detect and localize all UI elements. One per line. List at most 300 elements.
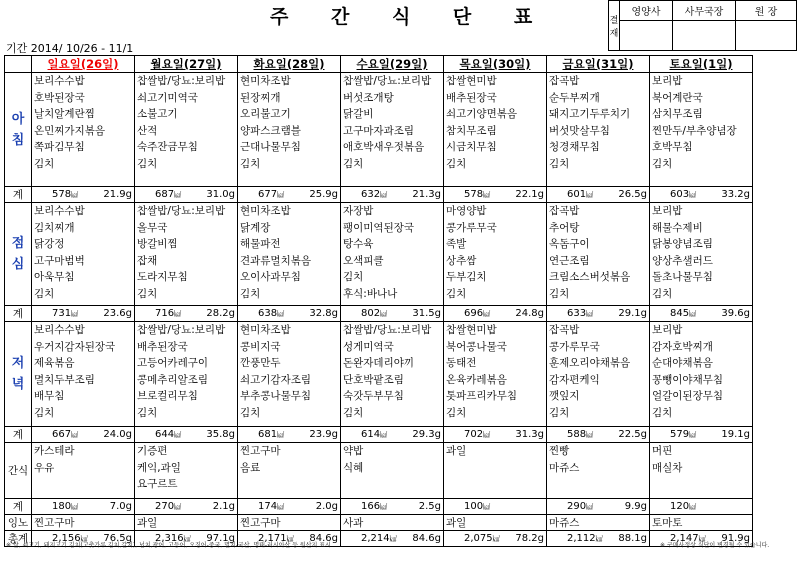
dinner-cell xyxy=(547,322,650,427)
menu-item: 후식:바나나 xyxy=(343,287,398,300)
kcal-number: 2,156 xyxy=(52,533,81,544)
lunch-cell xyxy=(650,203,753,306)
kcal-unit: ㎉ xyxy=(586,431,594,439)
menu-item: 김치 xyxy=(446,406,467,419)
protein-value: 23.9g xyxy=(309,429,338,440)
day-header xyxy=(135,56,238,73)
weekly-menu-table xyxy=(4,55,753,547)
total-cell xyxy=(238,499,341,515)
protein-value: 2.1g xyxy=(212,501,235,512)
kcal-number: 702 xyxy=(464,429,484,440)
protein-value: 32.8g xyxy=(309,308,338,319)
menu-item: 고구마범벅 xyxy=(34,254,85,267)
total-cell xyxy=(341,427,444,443)
lunch-cell xyxy=(341,203,444,306)
menu-item: 된장찌개 xyxy=(240,91,281,104)
total-cell xyxy=(135,499,238,515)
kcal-unit: ㎉ xyxy=(71,431,79,439)
lunch-label-char: 심 xyxy=(11,257,25,272)
menu-item: 오이사과무침 xyxy=(240,271,301,283)
dinner-cell xyxy=(238,322,341,427)
menu-item: 현미차조밥 xyxy=(240,75,291,87)
menu-item: 꽁뺑이야채무침 xyxy=(652,373,724,386)
protein-value: 21.3g xyxy=(412,189,441,200)
dinner-label-char: 녁 xyxy=(11,377,25,392)
breakfast-label-char: 침 xyxy=(11,132,25,148)
kcal-number: 601 xyxy=(567,189,587,200)
kcal-unit: ㎉ xyxy=(586,191,594,199)
kcal-value xyxy=(446,189,490,200)
kcal-number: 731 xyxy=(52,308,72,319)
kcal-number: 614 xyxy=(361,429,381,440)
kcal-value xyxy=(343,501,387,512)
kcal-number: 290 xyxy=(567,501,587,512)
menu-item: 온육카레볶음 xyxy=(446,373,507,386)
breakfast-cell xyxy=(341,73,444,187)
protein-value: 31.5g xyxy=(412,308,441,319)
protein-value: 23.6g xyxy=(103,308,132,319)
menu-item: 근대나물무침 xyxy=(240,141,301,153)
kcal-number: 100 xyxy=(464,501,484,512)
period-range: 기간 2014/ 10/26 - 11/1 xyxy=(6,42,134,55)
menu-item: 삼치무조림 xyxy=(652,108,703,120)
day-label: 화요일(28일) xyxy=(253,57,325,71)
kcal-number: 644 xyxy=(155,429,175,440)
lunch-row xyxy=(5,203,753,306)
snack-item: 찐빵 xyxy=(549,445,570,457)
kcal-unit: ㎉ xyxy=(277,191,285,199)
menu-item: 잡곡밥 xyxy=(549,205,580,217)
menu-item: 김치 xyxy=(137,406,158,419)
snack-item: 매실차 xyxy=(652,461,683,474)
protein-value: 28.2g xyxy=(206,308,235,319)
snack-item xyxy=(446,460,544,477)
kcal-number: 696 xyxy=(464,308,484,319)
day-header xyxy=(341,56,444,73)
snack_total-label: 계 xyxy=(5,499,32,515)
snack-item: 케익,과일 xyxy=(137,461,181,474)
protein-value: 21.9g xyxy=(103,189,132,200)
snack-label: 간식 xyxy=(5,443,32,499)
breakfast_total-label: 계 xyxy=(5,187,32,203)
kcal-unit: ㎉ xyxy=(483,503,491,511)
dinner-cell xyxy=(444,322,547,427)
kcal-unit: ㎉ xyxy=(71,503,79,511)
total-cell xyxy=(547,306,650,322)
kcal-number: 2,171 xyxy=(258,533,287,544)
menu-item: 아욱무침 xyxy=(34,271,75,283)
approval-sign-1 xyxy=(620,21,673,51)
snack-item: 식혜 xyxy=(343,461,364,474)
kcal-number: 166 xyxy=(361,501,381,512)
menu-item: 고등어카레구이 xyxy=(137,357,209,369)
lunch_total-row xyxy=(5,306,753,322)
menu-item: 김치 xyxy=(652,406,673,419)
menu-item: 김치 xyxy=(343,157,364,170)
day-label: 일요일(26일) xyxy=(47,57,119,71)
menu-item: 옥돔구이 xyxy=(549,238,590,250)
total-cell xyxy=(547,499,650,515)
menu-item: 감자호박찌개 xyxy=(652,340,713,353)
total-cell xyxy=(238,427,341,443)
kcal-value xyxy=(240,308,284,319)
menu-item: 김치 xyxy=(652,287,673,300)
total-cell xyxy=(238,306,341,322)
kcal-value xyxy=(343,533,397,544)
dinner-label xyxy=(5,322,32,427)
total-cell xyxy=(32,187,135,203)
kcal-value xyxy=(343,308,387,319)
menu-item: 견과류멸치볶음 xyxy=(240,254,312,267)
breakfast-row xyxy=(5,73,753,187)
extra-item: 토마토 xyxy=(650,515,753,531)
total-cell xyxy=(341,531,444,547)
menu-item: 멸치두부조림 xyxy=(34,373,95,386)
total-cell xyxy=(650,499,753,515)
snack-item xyxy=(446,476,544,493)
menu-item: 양상추샐러드 xyxy=(652,254,713,267)
menu-item: 보리수수밥 xyxy=(34,75,85,87)
kcal-unit: ㎉ xyxy=(380,431,388,439)
protein-value: 7.0g xyxy=(109,501,132,512)
menu-item: 콩메추리알조림 xyxy=(137,373,209,386)
menu-item: 찹쌀밥/당뇨:보리밥 xyxy=(137,205,226,217)
kcal-unit: ㎉ xyxy=(286,535,294,543)
protein-value: 88.1g xyxy=(618,533,647,544)
menu-item: 닭강정 xyxy=(34,238,65,250)
kcal-value xyxy=(549,189,593,200)
kcal-value xyxy=(446,308,490,319)
breakfast-cell xyxy=(444,73,547,187)
menu-item: 산적 xyxy=(137,124,158,137)
menu-item: 찐만두/부추양념장 xyxy=(652,124,737,137)
menu-item: 감자편케익 xyxy=(549,373,600,386)
menu-item: 톳파프리카무침 xyxy=(446,390,518,402)
menu-item: 김치 xyxy=(343,271,364,283)
menu-item: 해물파전 xyxy=(240,238,281,250)
total-cell xyxy=(547,187,650,203)
menu-item: 깐풍만두 xyxy=(240,357,281,369)
menu-item: 보리수수밥 xyxy=(34,205,85,217)
menu-item: 닭계장 xyxy=(240,221,271,234)
kcal-number: 687 xyxy=(155,189,175,200)
menu-item: 족발 xyxy=(446,238,467,250)
menu-item: 찹쌀밥/당뇨:보리밥 xyxy=(343,324,432,336)
snack-cell xyxy=(238,443,341,499)
menu-item: 김치 xyxy=(240,287,261,300)
kcal-value xyxy=(34,189,78,200)
menu-item: 버섯맛살무침 xyxy=(549,124,610,137)
total-cell xyxy=(444,531,547,547)
menu-item: 닭봉양념조림 xyxy=(652,238,713,250)
kcal-number: 174 xyxy=(258,501,278,512)
snack-cell xyxy=(135,443,238,499)
kcal-unit: ㎉ xyxy=(277,431,285,439)
menu-item: 찹쌀현미밥 xyxy=(446,324,497,336)
protein-value: 29.3g xyxy=(412,429,441,440)
total-cell xyxy=(32,306,135,322)
protein-value: 2.0g xyxy=(315,501,338,512)
kcal-value xyxy=(137,308,181,319)
kcal-value xyxy=(549,501,593,512)
kcal-number: 2,112 xyxy=(567,533,596,544)
menu-item: 애호박새우젓볶음 xyxy=(343,141,425,153)
day-header xyxy=(32,56,135,73)
total-cell xyxy=(341,306,444,322)
menu-item: 탕수육 xyxy=(343,238,374,250)
menu-item: 소불고기 xyxy=(137,108,178,120)
menu-item: 온민찌가지볶음 xyxy=(34,124,106,137)
day-label: 월요일(27일) xyxy=(150,57,222,71)
kcal-value xyxy=(137,501,181,512)
menu-item: 김치 xyxy=(446,157,467,170)
total-cell xyxy=(135,306,238,322)
kcal-unit: ㎉ xyxy=(689,503,697,511)
snack-row xyxy=(5,443,753,499)
kcal-number: 578 xyxy=(52,189,72,200)
menu-item: 양파스크램블 xyxy=(240,124,301,137)
breakfast-cell xyxy=(32,73,135,187)
kcal-unit: ㎉ xyxy=(492,535,500,543)
menu-item: 잡곡밥 xyxy=(549,75,580,87)
menu-item: 콩가루무국 xyxy=(549,340,600,353)
kcal-number: 681 xyxy=(258,429,278,440)
total-cell xyxy=(135,427,238,443)
menu-item: 보리수수밥 xyxy=(34,324,85,336)
kcal-number: 633 xyxy=(567,308,587,319)
origin-footnote: ※ 쌀, 쇠고기, 돼지고기 김치(고춧가루 김치,갈치), 넙치,광어, 고등어, 오징어-중국, 멸치-국산, 명태-러시아산 등 원산지 표시 xyxy=(6,542,331,549)
total-cell xyxy=(238,187,341,203)
menu-item: 오리불고기 xyxy=(240,108,291,120)
breakfast-cell xyxy=(238,73,341,187)
protein-value: 97.1g xyxy=(206,533,235,544)
snack-item xyxy=(343,476,441,493)
menu-item: 잡곡밥 xyxy=(549,324,580,336)
kcal-number: 667 xyxy=(52,429,72,440)
lunch-label-char: 점 xyxy=(11,236,25,251)
menu-item: 고구마자과조림 xyxy=(343,124,415,137)
menu-item: 김치 xyxy=(652,157,673,170)
menu-item: 김치 xyxy=(34,406,55,419)
menu-item: 김치 xyxy=(137,287,158,300)
kcal-value xyxy=(652,501,696,512)
protein-value: 2.5g xyxy=(418,501,441,512)
kcal-value xyxy=(137,429,181,440)
menu-item: 훈제오리야채볶음 xyxy=(549,357,631,369)
menu-item: 북어콩나물국 xyxy=(446,340,507,353)
kcal-unit: ㎉ xyxy=(689,310,697,318)
kcal-unit: ㎉ xyxy=(380,191,388,199)
snack-item: 머핀 xyxy=(652,445,673,457)
snack_total-row xyxy=(5,499,753,515)
kcal-value xyxy=(240,501,284,512)
kcal-unit: ㎉ xyxy=(277,310,285,318)
protein-value: 24.8g xyxy=(515,308,544,319)
kcal-number: 2,147 xyxy=(670,533,699,544)
approval-box xyxy=(608,0,797,51)
dinner_total-row xyxy=(5,427,753,443)
kcal-unit: ㎉ xyxy=(389,535,397,543)
approval-sign-2 xyxy=(673,21,736,51)
kcal-number: 2,214 xyxy=(361,533,390,544)
protein-value: 76.5g xyxy=(103,533,132,544)
snack-item: 요구르트 xyxy=(137,478,178,490)
menu-item: 청경채무침 xyxy=(549,141,600,153)
menu-item: 닭갈비 xyxy=(343,108,374,120)
total-cell xyxy=(650,187,753,203)
kcal-number: 578 xyxy=(464,189,484,200)
menu-item: 배무침 xyxy=(34,390,65,402)
menu-item: 제육볶음 xyxy=(34,357,75,369)
menu-item: 김치 xyxy=(343,406,364,419)
kcal-value xyxy=(343,429,387,440)
lunch-cell xyxy=(135,203,238,306)
kcal-number: 180 xyxy=(52,501,72,512)
menu-item: 찹쌀밥/당뇨:보리밥 xyxy=(137,324,226,336)
protein-value: 91.9g xyxy=(721,533,750,544)
menu-item: 잡채 xyxy=(137,254,158,267)
menu-item: 자장밥 xyxy=(343,205,374,217)
total-cell xyxy=(650,427,753,443)
kcal-value xyxy=(446,501,490,512)
snack-item: 카스테라 xyxy=(34,445,75,457)
menu-item: 두부김치 xyxy=(446,271,487,283)
lunch-cell xyxy=(547,203,650,306)
kcal-unit: ㎉ xyxy=(174,431,182,439)
menu-item: 김치 xyxy=(137,157,158,170)
kcal-value xyxy=(549,308,593,319)
menu-item: 보리밥 xyxy=(652,75,683,87)
day-label: 토요일(1일) xyxy=(669,57,733,71)
total-cell xyxy=(444,306,547,322)
total-cell xyxy=(135,187,238,203)
snack-cell xyxy=(650,443,753,499)
day-label: 수요일(29일) xyxy=(356,57,428,71)
total-cell xyxy=(341,499,444,515)
kcal-value xyxy=(137,189,181,200)
menu-item: 오색피클 xyxy=(343,254,384,267)
snack-item xyxy=(652,476,750,493)
breakfast-cell xyxy=(650,73,753,187)
day-header xyxy=(650,56,753,73)
lunch-cell xyxy=(238,203,341,306)
menu-item: 날치알계란찜 xyxy=(34,108,95,120)
menu-item: 순두부찌개 xyxy=(549,91,600,104)
menu-item: 쪽파김무침 xyxy=(34,141,85,153)
menu-item: 연근조림 xyxy=(549,254,590,267)
day-header xyxy=(547,56,650,73)
menu-item: 김치 xyxy=(446,287,467,300)
total-cell xyxy=(444,427,547,443)
menu-item: 현미차조밥 xyxy=(240,205,291,217)
kcal-unit: ㎉ xyxy=(183,535,191,543)
total-cell xyxy=(32,427,135,443)
kcal-unit: ㎉ xyxy=(483,310,491,318)
menu-item: 쇠고기미역국 xyxy=(137,91,198,104)
menu-item: 시금치무침 xyxy=(446,141,497,153)
menu-item: 숙갓두부무침 xyxy=(343,390,404,402)
menu-item: 김치찌개 xyxy=(34,221,75,234)
menu-item: 김치 xyxy=(549,157,570,170)
snack-cell xyxy=(32,443,135,499)
menu-item: 돼지고기두루치기 xyxy=(549,108,631,120)
menu-item: 방갈비찜 xyxy=(137,238,178,250)
kcal-unit: ㎉ xyxy=(689,191,697,199)
snack-item xyxy=(240,476,338,493)
breakfast-label-char: 아 xyxy=(11,111,25,127)
protein-value: 26.5g xyxy=(618,189,647,200)
lunch-cell xyxy=(444,203,547,306)
snack-item: 약밥 xyxy=(343,445,364,457)
menu-item: 김치 xyxy=(240,406,261,419)
extra-item: 마쥬스 xyxy=(547,515,650,531)
protein-value: 84.6g xyxy=(412,533,441,544)
dinner-cell xyxy=(650,322,753,427)
menu-item: 쇠고기양면볶음 xyxy=(446,108,518,120)
snack-item: 우유 xyxy=(34,461,55,474)
menu-item: 추어탕 xyxy=(549,221,580,234)
kcal-unit: ㎉ xyxy=(698,535,706,543)
menu-item: 콩가루무국 xyxy=(446,221,497,234)
menu-item: 동태전 xyxy=(446,357,477,369)
extra-row xyxy=(5,515,753,531)
protein-value: 78.2g xyxy=(515,533,544,544)
extra-item: 과일 xyxy=(135,515,238,531)
kcal-value xyxy=(446,429,490,440)
protein-value: 33.2g xyxy=(721,189,750,200)
day-header-row xyxy=(5,56,753,73)
breakfast-cell xyxy=(135,73,238,187)
kcal-number: 588 xyxy=(567,429,587,440)
protein-value: 19.1g xyxy=(721,429,750,440)
protein-value: 24.0g xyxy=(103,429,132,440)
snack-item xyxy=(549,476,647,493)
menu-item: 해물수제비 xyxy=(652,221,703,234)
menu-item: 현미차조밥 xyxy=(240,324,291,336)
menu-item: 상추쌈 xyxy=(446,254,477,267)
menu-item: 보리밥 xyxy=(652,324,683,336)
grand_total-label: 총계 xyxy=(5,531,32,547)
menu-item: 김치 xyxy=(34,287,55,300)
protein-value: 9.9g xyxy=(624,501,647,512)
menu-item: 북어계란국 xyxy=(652,91,703,104)
dinner-row xyxy=(5,322,753,427)
menu-item: 버섯조개탕 xyxy=(343,91,394,104)
menu-item: 돈완자데리야끼 xyxy=(343,357,415,369)
menu-item: 찹쌀밥/당뇨:보리밥 xyxy=(343,75,432,87)
menu-item: 호박된장국 xyxy=(34,91,85,104)
breakfast-label xyxy=(5,73,32,187)
total-cell xyxy=(32,499,135,515)
kcal-value xyxy=(240,189,284,200)
protein-value: 84.6g xyxy=(309,533,338,544)
day-label: 목요일(30일) xyxy=(459,57,531,71)
breakfast_total-row xyxy=(5,187,753,203)
lunch-label xyxy=(5,203,32,306)
menu-item: 깻잎지 xyxy=(549,390,580,402)
snack-item: 과일 xyxy=(446,445,467,457)
approval-col-dietitian: 영양사 xyxy=(620,1,673,21)
menu-item: 부추콩나물무침 xyxy=(240,390,312,402)
kcal-value xyxy=(549,429,593,440)
kcal-unit: ㎉ xyxy=(71,191,79,199)
kcal-unit: ㎉ xyxy=(80,535,88,543)
dinner-cell xyxy=(32,322,135,427)
extra-label: 잉노 xyxy=(5,515,32,531)
kcal-unit: ㎉ xyxy=(277,503,285,511)
total-cell xyxy=(547,427,650,443)
kcal-value xyxy=(652,308,696,319)
